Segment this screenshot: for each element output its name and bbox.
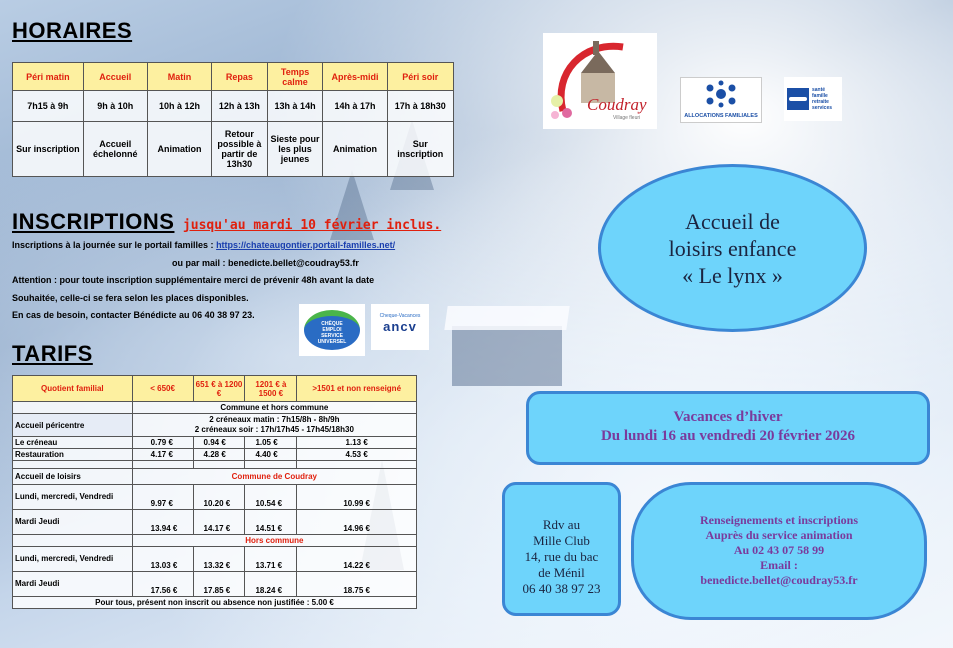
caf-logo <box>680 77 762 123</box>
contact-email[interactable]: benedicte.bellet@coudray53.fr <box>700 573 858 587</box>
tarifs-creneau-label: Le créneau <box>13 437 133 449</box>
tarifs-value: 1.13 € <box>297 437 417 449</box>
tarifs-value: 17.56 € <box>132 572 193 597</box>
contact-line: Auprès du service animation <box>705 528 853 542</box>
msa-text <box>812 87 832 111</box>
rdv-box <box>502 482 621 616</box>
tarifs-value: 4.53 € <box>297 449 417 461</box>
msa-line: famille <box>812 93 828 99</box>
title-line: Accueil de <box>685 208 780 234</box>
rdv-phone: 06 40 38 97 23 <box>522 581 601 596</box>
rdv-line: Mille Club <box>533 533 590 548</box>
tarifs-value: 13.03 € <box>132 547 193 572</box>
inscriptions-mail-line: ou par mail : benedicte.bellet@coudray53.fr <box>172 257 359 268</box>
rdv-line: 14, rue du bac <box>524 549 599 564</box>
inscriptions-line <box>12 237 452 255</box>
tarifs-value: 9.97 € <box>132 485 193 510</box>
tarifs-header: Quotient familial <box>13 376 133 402</box>
tarifs-table <box>12 375 417 609</box>
horaires-note: Sieste pour les plus jeunes <box>267 122 323 177</box>
tarifs-row <box>13 572 417 597</box>
tarifs-row <box>13 510 417 535</box>
cesu-text: CHÈQUE <box>321 321 343 327</box>
horaires-header: Temps calme <box>267 63 323 91</box>
tarifs-row <box>13 485 417 510</box>
msa-logo <box>784 77 842 121</box>
tarifs-row <box>13 414 417 437</box>
tarifs-value: 17.85 € <box>193 572 245 597</box>
tarifs-row <box>13 449 417 461</box>
inscriptions-line: Souhaitée, celle-ci se fera selon les places disponibles. <box>12 292 249 303</box>
horaires-header: Repas <box>212 63 268 91</box>
tarifs-value: 4.17 € <box>132 449 193 461</box>
cesu-badge <box>304 310 360 350</box>
horaires-time: 14h à 17h <box>323 91 387 122</box>
caf-text: ALLOCATIONS FAMILIALES <box>684 113 758 119</box>
tarifs-value: 0.94 € <box>193 437 245 449</box>
tarifs-row <box>13 402 417 414</box>
tarifs-row <box>13 469 417 485</box>
msa-mark-icon <box>787 88 809 110</box>
inscriptions-line: Attention : pour toute inscription supplémentaire merci de prévenir 48h avant la date <box>12 275 375 286</box>
tarifs-value: 13.94 € <box>132 510 193 535</box>
rdv-line: de Ménil <box>538 565 585 580</box>
tarifs-value: 1.05 € <box>245 437 297 449</box>
coudray-name: Coudray <box>587 95 647 114</box>
ancv-sub: Cheque-Vacances <box>379 313 421 319</box>
horaires-header: Après-midi <box>323 63 387 91</box>
msa-line: santé <box>812 87 826 93</box>
ancv-text: ancv <box>383 319 417 334</box>
tarifs-value: 10.99 € <box>297 485 417 510</box>
tarifs-row <box>13 437 417 449</box>
tarifs-creneaux-soir: 2 créneaux soir : 17h/17h45 - 17h45/18h30 <box>194 425 354 434</box>
horaires-time: 7h15 à 9h <box>13 91 84 122</box>
tarifs-footer: Pour tous, présent non inscrit ou absence non justifiée : 5.00 € <box>13 597 417 609</box>
title-ellipse <box>598 164 867 332</box>
ancv-logo <box>371 304 429 350</box>
tarifs-value: 4.40 € <box>245 449 297 461</box>
tarifs-accueil-peri: Accueil péricentre <box>13 414 133 437</box>
tarifs-header: 651 € à 1200 € <box>193 376 245 402</box>
portal-link[interactable]: https://chateaugontier.portail-familles.net/ <box>216 240 396 250</box>
msa-mark-wave <box>789 97 807 101</box>
tarifs-value: 18.24 € <box>245 572 297 597</box>
tarifs-cell-empty <box>193 461 245 469</box>
horaires-header: Péri soir <box>387 63 453 91</box>
tarifs-header: < 650€ <box>132 376 193 402</box>
vacances-box <box>526 391 930 465</box>
contact-phone: Au 02 43 07 58 99 <box>733 543 825 557</box>
tarifs-value: 14.17 € <box>193 510 245 535</box>
vacances-title: Vacances d’hiver <box>673 409 783 425</box>
tarifs-spacer-row <box>13 461 417 469</box>
tarifs-value: 10.20 € <box>193 485 245 510</box>
tarifs-creneaux-matin: 2 créneaux matin : 7h15/8h - 8h/9h <box>209 415 340 424</box>
horaires-header: Péri matin <box>13 63 84 91</box>
inscriptions-heading <box>12 209 441 235</box>
tarifs-value: 14.22 € <box>297 547 417 572</box>
tarifs-cell-empty <box>132 461 193 469</box>
tarifs-row <box>13 547 417 572</box>
inscriptions-title: INSCRIPTIONS <box>12 209 175 234</box>
horaires-title: HORAIRES <box>12 18 133 43</box>
inscriptions-line: En cas de besoin, contacter Bénédicte au 06 40 38 97 23. <box>12 310 255 321</box>
coudray-sub: Village fleuri <box>613 115 641 121</box>
horaires-note: Sur inscription <box>387 122 453 177</box>
tarifs-restauration-label: Restauration <box>13 449 133 461</box>
tarifs-value: 14.96 € <box>297 510 417 535</box>
horaires-note: Accueil échelonné <box>83 122 147 177</box>
tarifs-accueil-loisirs: Accueil de loisirs <box>13 469 133 485</box>
horaires-time: 10h à 12h <box>147 91 211 122</box>
tarifs-cell-empty <box>297 461 417 469</box>
tarifs-footer-row <box>13 597 417 609</box>
tarifs-cell-empty <box>13 402 133 414</box>
title-line: « Le lynx » <box>682 262 783 288</box>
horaires-time: 12h à 13h <box>212 91 268 122</box>
tarifs-title: TARIFS <box>12 341 93 366</box>
tarifs-mj-label: Mardi Jeudi <box>13 510 133 535</box>
tarifs-value: 14.51 € <box>245 510 297 535</box>
horaires-header: Accueil <box>83 63 147 91</box>
title-line: loisirs enfance <box>668 235 797 261</box>
horaires-table <box>12 62 454 177</box>
background-chalet-roof <box>444 306 569 330</box>
horaires-header-row <box>13 63 454 91</box>
horaires-note: Retour possible à partir de 13h30 <box>212 122 268 177</box>
caf-emblem-icon <box>701 80 741 108</box>
tarifs-cell-empty <box>13 535 133 547</box>
cesu-text: SERVICE <box>321 333 343 339</box>
cesu-text: EMPLOI <box>322 327 342 333</box>
tarifs-header-row <box>13 376 417 402</box>
horaires-time: 17h à 18h30 <box>387 91 453 122</box>
horaires-notes-row <box>13 122 454 177</box>
tarifs-communes-label: Commune et hors commune <box>132 402 416 414</box>
tarifs-cell-empty <box>13 461 133 469</box>
tarifs-hors-commune: Hors commune <box>132 535 416 547</box>
tarifs-cell-empty <box>245 461 297 469</box>
tarifs-header: >1501 et non renseigné <box>297 376 417 402</box>
horaires-note: Sur inscription <box>13 122 84 177</box>
tarifs-commune-coudray: Commune de Coudray <box>132 469 416 485</box>
tarifs-header: 1201 € à 1500 € <box>245 376 297 402</box>
horaires-time: 9h à 10h <box>83 91 147 122</box>
tarifs-lmv-label: Lundi, mercredi, Vendredi <box>13 547 133 572</box>
tarifs-value: 13.32 € <box>193 547 245 572</box>
inscriptions-deadline: jusqu'au mardi 10 février inclus. <box>182 218 442 233</box>
tarifs-mj-label: Mardi Jeudi <box>13 572 133 597</box>
vacances-dates: Du lundi 16 au vendredi 20 février 2026 <box>600 428 856 444</box>
rdv-line: Rdv au <box>542 517 581 532</box>
tarifs-value: 0.79 € <box>132 437 193 449</box>
background-chalet <box>452 326 562 386</box>
contact-line: Renseignements et inscriptions <box>700 513 858 527</box>
msa-line: retraite <box>812 99 829 105</box>
cesu-logo <box>299 304 365 356</box>
tarifs-creneaux <box>132 414 416 437</box>
tarifs-value: 4.28 € <box>193 449 245 461</box>
tarifs-lmv-label: Lundi, mercredi, Vendredi <box>13 485 133 510</box>
tarifs-value: 13.71 € <box>245 547 297 572</box>
tarifs-value: 18.75 € <box>297 572 417 597</box>
tarifs-value: 10.54 € <box>245 485 297 510</box>
horaires-note: Animation <box>323 122 387 177</box>
contact-box <box>631 482 927 620</box>
horaires-note: Animation <box>147 122 211 177</box>
msa-line: services <box>812 105 833 111</box>
inscriptions-portal-text: Inscriptions à la journée sur le portail familles : <box>12 240 217 250</box>
horaires-time: 13h à 14h <box>267 91 323 122</box>
tarifs-row <box>13 535 417 547</box>
horaires-times-row <box>13 91 454 122</box>
cesu-text: UNIVERSEL <box>317 339 347 345</box>
contact-email-label: Email : <box>760 558 798 572</box>
horaires-header: Matin <box>147 63 211 91</box>
coudray-logo <box>543 33 657 129</box>
